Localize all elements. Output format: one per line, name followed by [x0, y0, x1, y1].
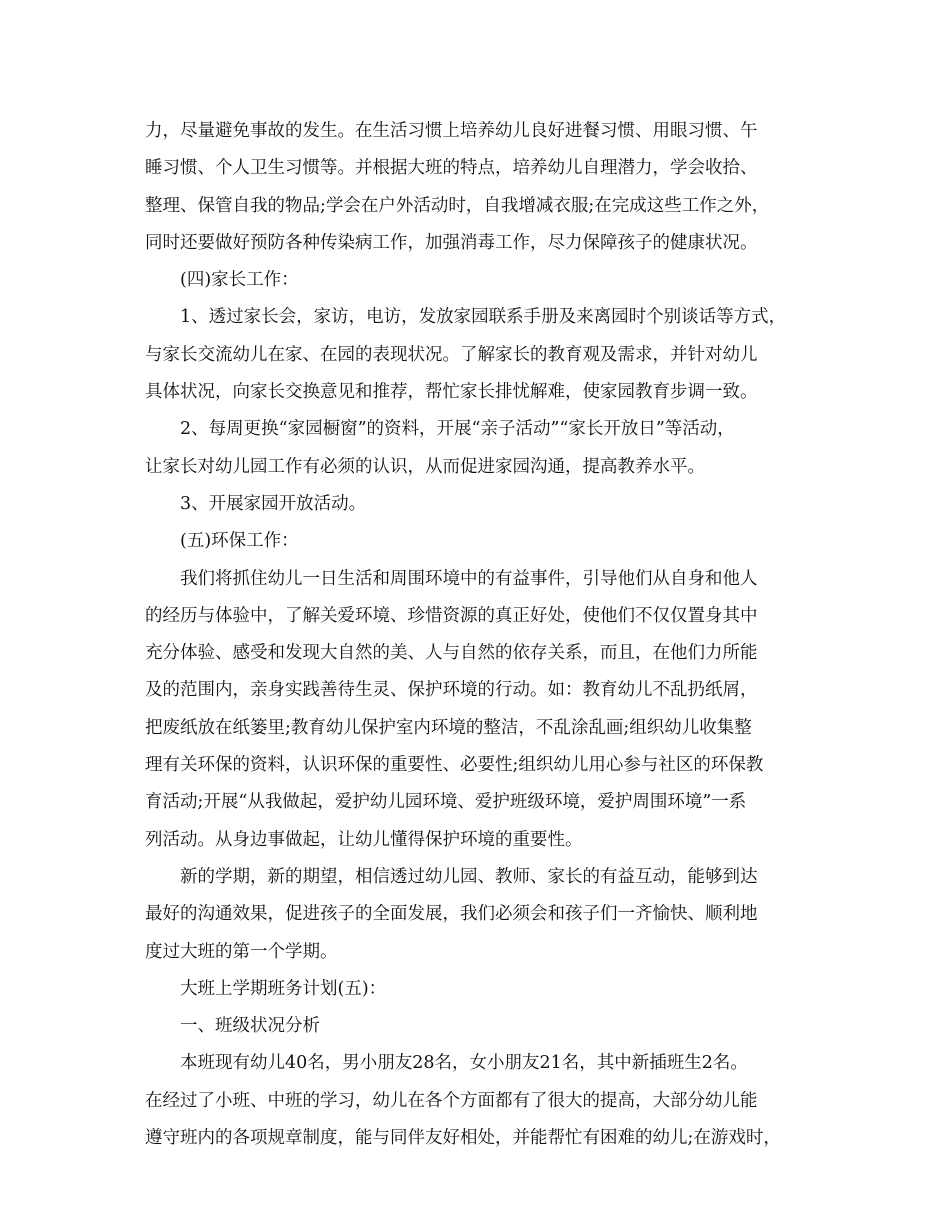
text-line: (五)环保工作： — [180, 531, 299, 552]
text-line: 本班现有幼儿40名，男小朋友28名，女小朋友21名，其中新插班生2名。 — [180, 1053, 748, 1074]
text-line: 让家长对幼儿园工作有必须的认识，从而促进家园沟通，提高教养水平。 — [145, 456, 705, 477]
text-line: 度过大班的第一个学期。 — [145, 941, 338, 962]
text-line: 充分体验、感受和发现大自然的美、人与自然的依存关系，而且，在他们力所能 — [145, 643, 758, 664]
text-line: 同时还要做好预防各种传染病工作，加强消毒工作，尽力保障孩子的健康状况。 — [145, 232, 758, 253]
text-line: 及的范围内，亲身实践善待生灵、保护环境的行动。如：教育幼儿不乱扔纸屑， — [145, 680, 758, 701]
text-line: 1、透过家长会，家访，电访，发放家园联系手册及来离园时个别谈话等方式， — [180, 307, 787, 328]
text-line: 遵守班内的各项规章制度，能与同伴友好相处，并能帮忙有困难的幼儿;在游戏时， — [145, 1128, 781, 1149]
text-line: 最好的沟通效果，促进孩子的全面发展，我们必须会和孩子们一齐愉快、顺利地 — [145, 904, 758, 925]
text-line: 睡习惯、个人卫生习惯等。并根据大班的特点，培养幼儿自理潜力，学会收拾、 — [145, 158, 758, 179]
text-line: 的经历与体验中，了解关爱环境、珍惜资源的真正好处，使他们不仅仅置身其中 — [145, 605, 758, 626]
text-line: 具体状况，向家长交换意见和推荐，帮忙家长排忧解难，使家园教育步调一致。 — [145, 382, 758, 403]
text-line: 一、班级状况分析 — [180, 1016, 320, 1037]
text-line: 理有关环保的资料，认识环保的重要性、必要性;组织幼儿用心参与社区的环保教 — [145, 755, 764, 776]
text-line: (四)家长工作： — [180, 270, 299, 291]
text-line: 列活动。从身边事做起，让幼儿懂得保护环境的重要性。 — [145, 829, 583, 850]
text-line: 与家长交流幼儿在家、在园的表现状况。了解家长的教育观及需求，并针对幼儿 — [145, 344, 758, 365]
text-line: 整理、保管自我的物品;学会在户外活动时，自我增减衣服;在完成这些工作之外， — [145, 195, 770, 216]
text-line: 在经过了小班、中班的学习，幼儿在各个方面都有了很大的提高，大部分幼儿能 — [145, 1090, 758, 1111]
text-line: 力，尽量避免事故的发生。在生活习惯上培养幼儿良好进餐习惯、用眼习惯、午 — [145, 121, 758, 141]
text-line: 新的学期，新的期望，相信透过幼儿园、教师、家长的有益互动，能够到达 — [180, 866, 758, 887]
text-line: 大班上学期班务计划(五)： — [180, 978, 387, 999]
text-line: 我们将抓住幼儿一日生活和周围环境中的有益事件，引导他们从自身和他人 — [180, 568, 758, 589]
text-line: 把废纸放在纸篓里;教育幼儿保护室内环境的整洁，不乱涂乱画;组织幼儿收集整 — [145, 717, 752, 738]
text-line: 3、开展家园开放活动。 — [180, 493, 367, 514]
document-body — [145, 113, 825, 1157]
text-line: 2、每周更换“家园橱窗”的资料，开展“亲子活动”“家长开放日”等活动， — [180, 419, 735, 440]
text-line: 育活动;开展“从我做起，爱护幼儿园环境、爱护班级环境，爱护周围环境”一系 — [145, 792, 747, 813]
